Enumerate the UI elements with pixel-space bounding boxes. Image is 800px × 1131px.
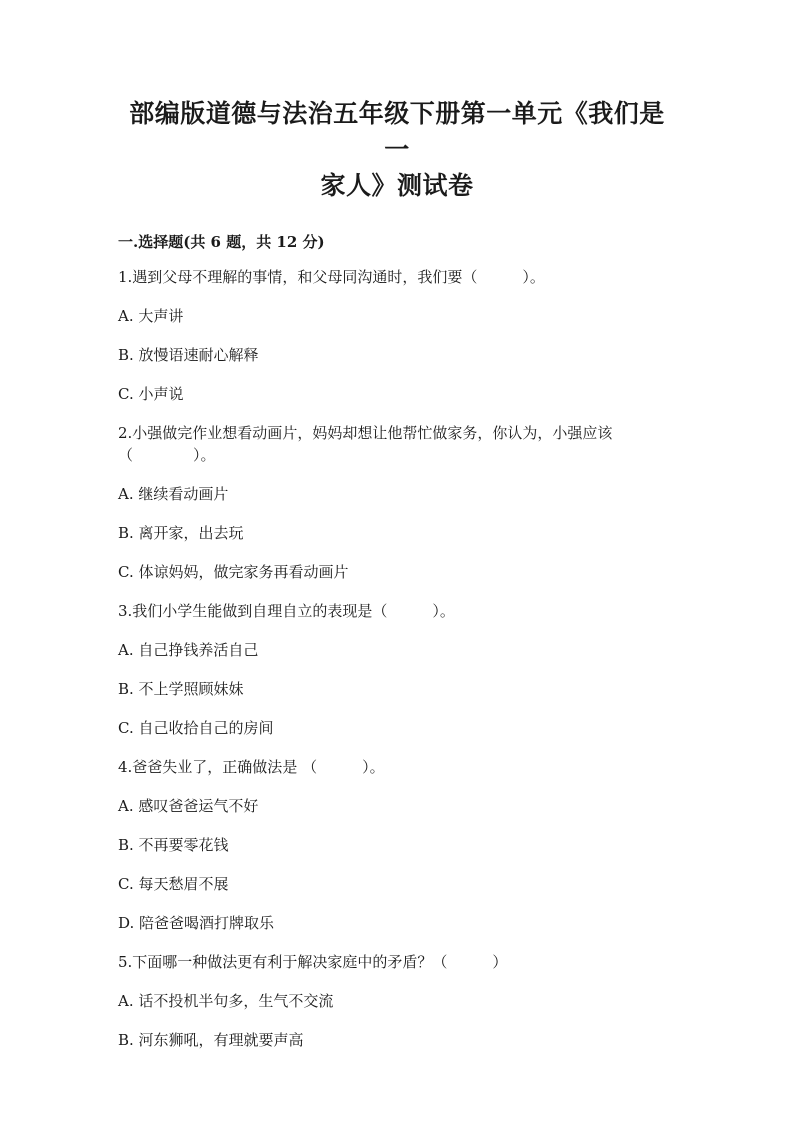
question-stem-line: 4.爸爸失业了，正确做法是 （ ）。 <box>118 758 385 776</box>
question-stem-line: 1.遇到父母不理解的事情，和父母同沟通时，我们要（ ）。 <box>118 268 545 286</box>
title-line-2: 家人》测试卷 <box>320 171 474 200</box>
option-a: A. 大声讲 <box>118 307 184 325</box>
question-4 <box>118 756 684 934</box>
question-stem-line: 5.下面哪一种做法更有利于解决家庭中的矛盾？（ ） <box>118 953 508 971</box>
option-b: B. 放慢语速耐心解释 <box>118 346 259 364</box>
question-stem <box>118 422 684 466</box>
option-b: B. 离开家，出去玩 <box>118 524 244 542</box>
option-a: A. 感叹爸爸运气不好 <box>118 797 259 815</box>
option-b: B. 不上学照顾妹妹 <box>118 680 244 698</box>
title-line-1: 部编版道德与法治五年级下册第一单元《我们是一 <box>129 99 665 164</box>
question-3 <box>118 600 684 739</box>
question-stem-line-2: （ ）。 <box>118 446 216 464</box>
option-d: D. 陪爸爸喝酒打牌取乐 <box>118 914 275 932</box>
question-stem <box>118 951 684 973</box>
question-stem-line: 3.我们小学生能做到自理自立的表现是（ ）。 <box>118 602 455 620</box>
question-1 <box>118 266 684 405</box>
option-a: A. 继续看动画片 <box>118 485 229 503</box>
option-c: C. 体谅妈妈，做完家务再看动画片 <box>118 563 349 581</box>
option-a: A. 话不投机半句多，生气不交流 <box>118 992 334 1010</box>
section-heading: 一.选择题(共 6 题，共 12 分) <box>118 233 325 251</box>
question-2 <box>118 422 684 583</box>
option-b: B. 不再要零花钱 <box>118 836 229 854</box>
question-5 <box>118 951 684 1051</box>
question-list <box>118 266 684 1051</box>
question-stem <box>118 756 684 778</box>
question-stem <box>118 600 684 622</box>
question-stem <box>118 266 684 288</box>
option-a: A. 自己挣钱养活自己 <box>118 641 259 659</box>
option-b: B. 河东狮吼，有理就要声高 <box>118 1031 304 1049</box>
page-title <box>118 96 676 204</box>
question-stem-line: 2.小强做完作业想看动画片，妈妈却想让他帮忙做家务，你认为，小强应该 <box>118 424 613 442</box>
option-c: C. 自己收拾自己的房间 <box>118 719 274 737</box>
option-c: C. 小声说 <box>118 385 184 403</box>
option-c: C. 每天愁眉不展 <box>118 875 229 893</box>
